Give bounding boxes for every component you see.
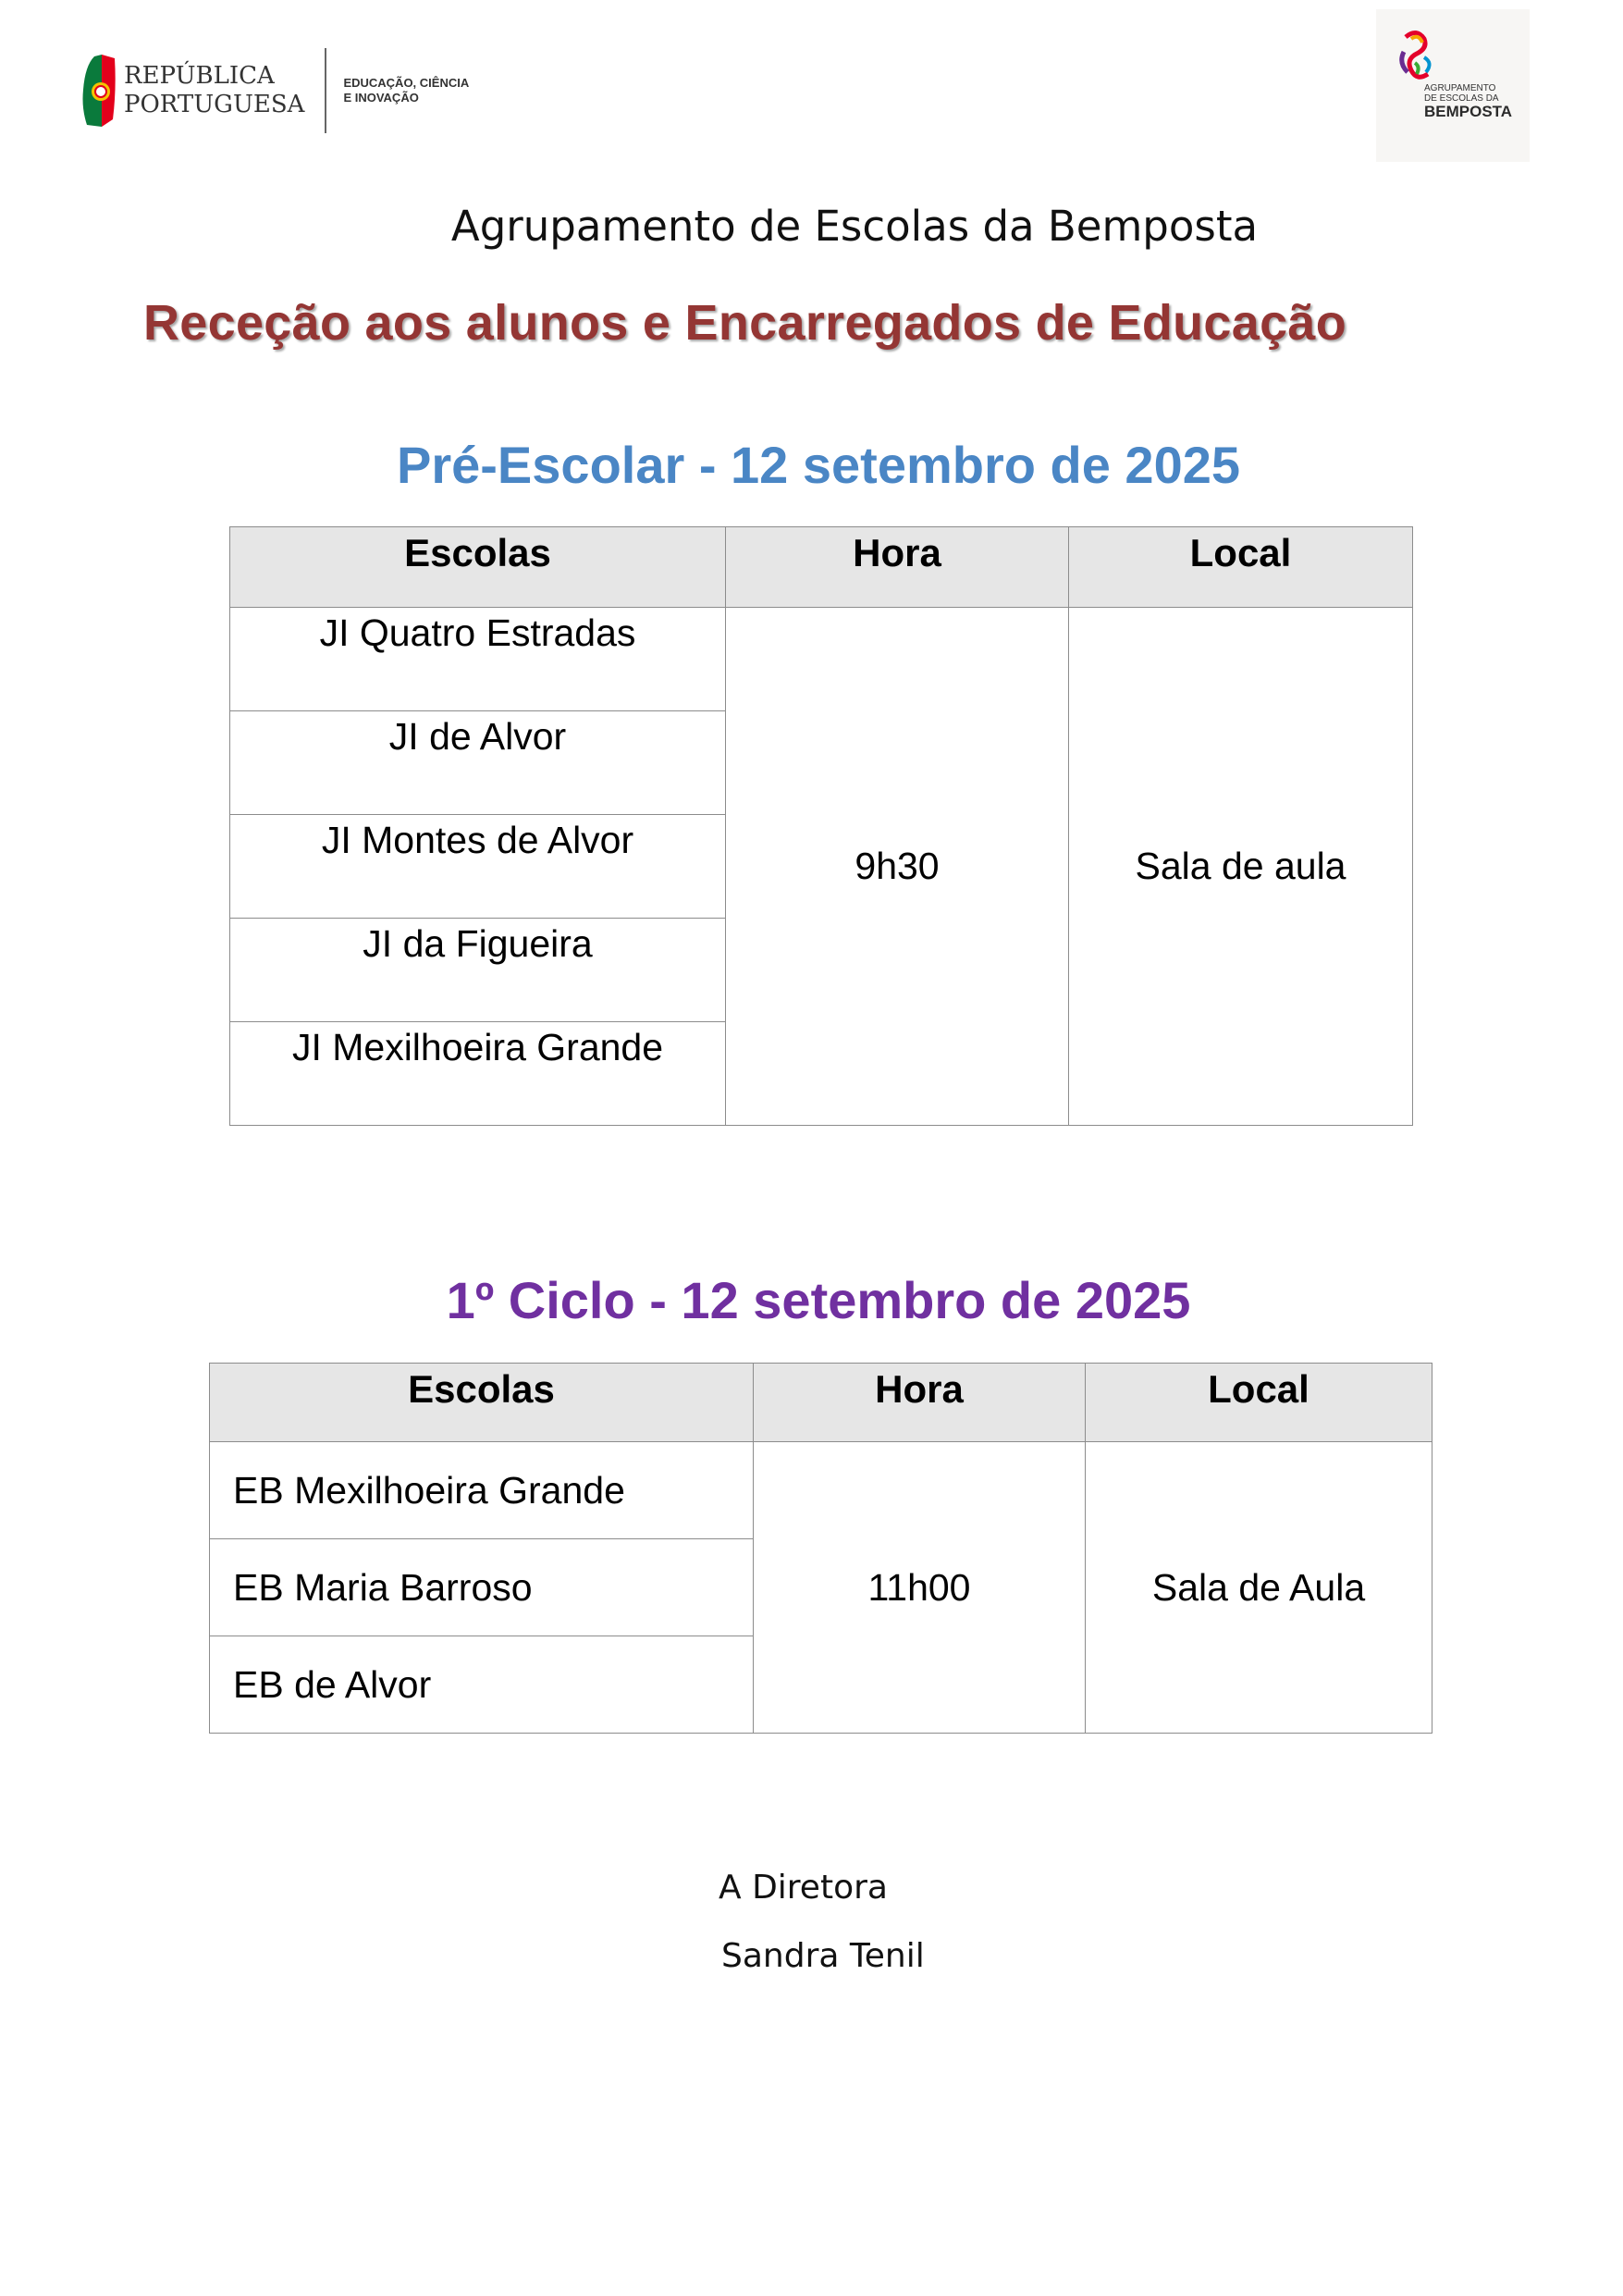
table-header-row	[230, 527, 1413, 608]
place-cell: Sala de Aula	[1086, 1442, 1432, 1734]
signature-role: A Diretora	[719, 1869, 888, 1907]
school-logo-line3: BEMPOSTA	[1424, 103, 1513, 120]
school-logo-line1: AGRUPAMENTO	[1424, 83, 1496, 93]
place-cell: Sala de aula	[1069, 608, 1413, 1126]
preescolar-table	[229, 526, 1413, 1126]
column-header-hora: Hora	[726, 527, 1069, 608]
school-cell: JI de Alvor	[230, 711, 726, 815]
logo-divider	[325, 48, 326, 133]
school-cell: JI Montes de Alvor	[230, 815, 726, 919]
gov-logo-line2: PORTUGUESA	[124, 91, 305, 118]
preescolar-heading: Pré-Escolar - 12 setembro de 2025	[396, 436, 1241, 494]
ciclo-heading: 1º Ciclo - 12 setembro de 2025	[446, 1271, 1191, 1329]
document-title: Receção aos alunos e Encarregados de Educação	[143, 295, 1347, 351]
school-logo-line2: DE ESCOLAS DA	[1424, 93, 1499, 104]
republica-portuguesa-logo	[81, 48, 469, 133]
school-cell: JI Quatro Estradas	[230, 608, 726, 711]
column-header-local: Local	[1069, 527, 1413, 608]
school-cell: EB de Alvor	[210, 1636, 754, 1734]
republica-portuguesa-text	[124, 62, 304, 119]
ministry-line2: E INOVAÇÃO	[343, 91, 419, 105]
table-row	[230, 608, 1413, 711]
school-cell: JI da Figueira	[230, 919, 726, 1022]
organization-name: Agrupamento de Escolas da Bemposta	[450, 202, 1259, 251]
signature-name: Sandra Tenil	[721, 1937, 925, 1975]
school-cell: JI Mexilhoeira Grande	[230, 1022, 726, 1126]
column-header-local: Local	[1086, 1364, 1432, 1442]
gov-logo-line1: REPÚBLICA	[124, 62, 275, 90]
table-row	[210, 1442, 1432, 1539]
column-header-hora: Hora	[754, 1364, 1086, 1442]
school-cell: EB Maria Barroso	[210, 1539, 754, 1636]
column-header-escolas: Escolas	[230, 527, 726, 608]
portugal-flag-icon	[81, 53, 117, 129]
ministry-text	[343, 76, 469, 105]
agrupamento-logo	[1376, 9, 1530, 162]
column-header-escolas: Escolas	[210, 1364, 754, 1442]
time-cell: 11h00	[754, 1442, 1086, 1734]
time-cell: 9h30	[726, 608, 1069, 1126]
agrupamento-logo-text	[1424, 83, 1512, 120]
ministry-line1: EDUCAÇÃO, CIÊNCIA	[343, 76, 470, 90]
ciclo-table	[209, 1363, 1432, 1734]
table-header-row	[210, 1364, 1432, 1442]
bemposta-emblem-icon	[1396, 30, 1439, 85]
school-cell: EB Mexilhoeira Grande	[210, 1442, 754, 1539]
